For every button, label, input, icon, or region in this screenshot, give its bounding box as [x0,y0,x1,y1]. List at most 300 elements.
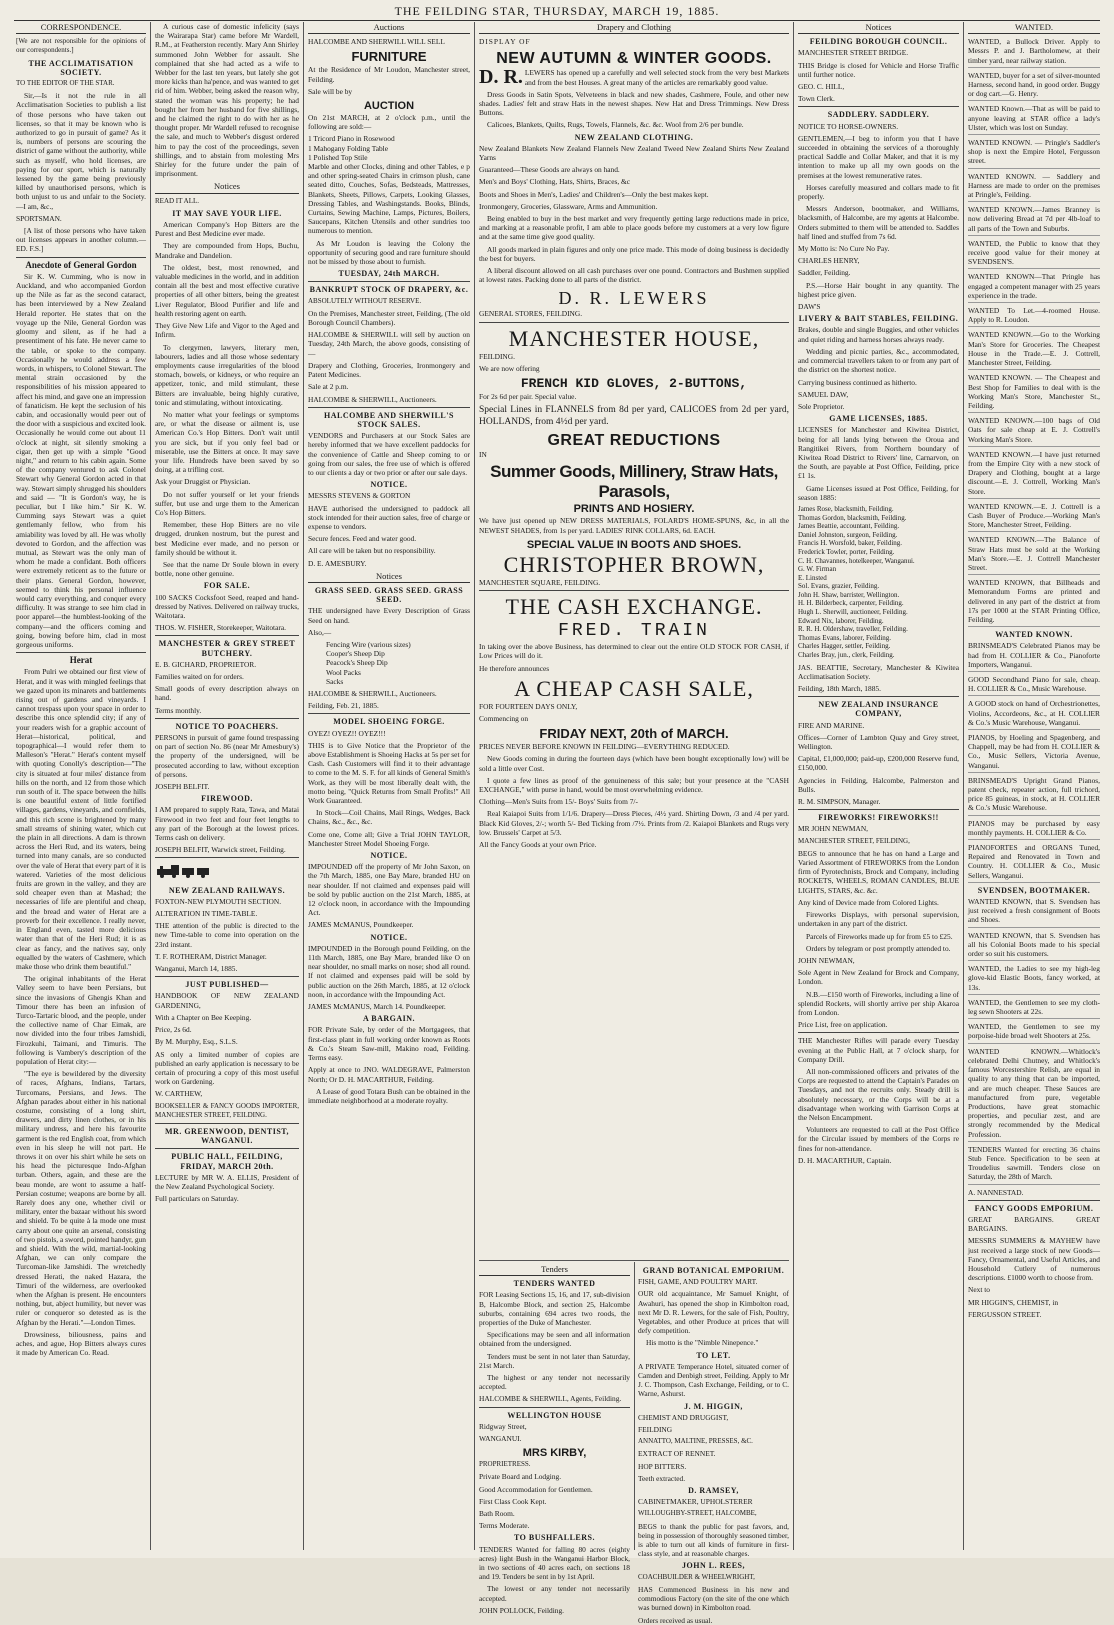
ad-title: FURNITURE [351,49,427,65]
ad-title: GRAND BOTANICAL EMPORIUM. [642,1266,785,1275]
ad-title: FRIDAY NEXT, 20th of MARCH. [539,726,729,742]
divider [968,1200,1100,1201]
ad-subtitle: MANCHESTER STREET BRIDGE. [798,48,909,58]
ad-text: Remember, these Hop Bitters are no vile drugged, drunken nostrum, but the purest and best Medicine ever made, and no person or family should be without it. [155,520,299,557]
ad-text: For 2s 6d per pair. Special value. [479,392,577,402]
section-heading: Auctions [308,22,470,34]
ad-text: Agencies in Feilding, Halcombe, Palmerston and Bulls. [798,775,959,794]
ad-text: Orders received as usual. [638,1615,713,1625]
ad-text: GENTLEMEN,—I beg to inform you that I have succeeded in obtaining the services of a thoroughly practical Saddle and Collar Maker, and that it is my intention to make up all my own goods on the premises at the lowest remunerative rates. [798,133,959,180]
ad-title: WELLINGTON HOUSE [507,1410,602,1420]
article-body: Sir K. W. Cumming, who is now in Auckland, and who accompanied Gordon up the Nile as far as the second cataract, has been interviewed by a New Zealand Herald reporter. He states that on the voyage up the Nile, General Gordon was gloomy and silent, as if he had a presentiment of his fate. He never came to the table, or spoke to the company. Occasionally he would address a few words, in whispers, to Colonel Stewart. The mental strain occasioned by the responsibilities of his mission appeared to affect his mind, and gave one an impression of fanaticism. He kept the seclusion of his cabin, and occasionally would peer out of the door with a suspicious and excited look. Occasionally he would come out about 11 o'clock at night, sit silently smoking a cigar, then get up with a simple "Good night," and return to his cabin again. Some of the company ventured to ask Colonel Stewart why General Gordon acted in that way. Stewart simply shrugged his shoulders and said — "It is Gordon's way, he is peculiar, but I like him." Sir K. W. Cumming says Stewart was a quiet gentlemanly fellow, who from his amiability was loved by all. He was wholly devoted to Gordon, and the affection was mutual, as Stewart was the only man of whom he made a confidant. Both officers were extremely reticent as to the future or their plans. General Gordon, however, seemed to think his personal influence would carry everything, and conquer every difficulty. It was strange to see him clad in poor apparel—the humblest-looking of the company—and the officers coming and going, bowing before him, clad in most gorgeous uniforms. [16,271,146,649]
ad-text: TENDERS Wanted for falling 80 acres (eighty acres) light Bush in the Wanganui Harbor Block, in two sections of 40 acres each, on sections 18 and 19. Tenders be sent in by 1st April. [479,1544,630,1582]
svendsen-ad: WANTED, the Gentlemen to see my cloth-leg sewn Shooters at 22s. [968,998,1100,1019]
ad-subtitle: ABSOLUTELY WITHOUT RESERVE. [308,296,422,305]
divider [798,809,959,810]
wanted-ad: WANTED KNOWN. — The Cheapest and Best Shop for Families to deal with is the Working Man's Store, Manchester St., Feilding. [968,373,1100,413]
ad-text: All goods marked in plain figures and only one price made. This mode of doing business is decidedly the best for buyers. [479,244,789,263]
divider [16,652,146,653]
ad-text: 100 SACKS Cocksfoot Seed, reaped and hand-dressed by Natives. Delivered on railway trucks, Waitotara. [155,592,299,620]
column-rule [793,22,794,1550]
ad-text: I quote a few lines as proof of the genuineness of this sale; but your presence at the "CASH EXCHANGE," with purse in hand, would be most overwhelming evidence. [479,775,789,794]
ad-text: No matter what your feelings or symptoms are, or what the disease or ailment is, use American Co.'s Hop Bitters. Don't wait until you are sick, but if you only feel bad or miserable, use the Bitters at once. It may save your life. Hundreds have been saved by so doing, at a trifling cost. [155,409,299,475]
section-heading: Tenders [479,1264,630,1276]
ad-signature: JOHN POLLOCK, Feilding. [479,1605,564,1615]
ad-text: In taking over the above Business, has determined to clear out the entire OLD STOCK FOR CASH, if Low Prices will do it. [479,642,789,661]
ad-text: BEGS to thank the public for past favors, and, being in possession of thoroughly seasoned timber, is able to turn out all kinds of furniture in first-class style, and at reasonable charges. [638,1521,789,1559]
ad-text: We are now offering [479,363,540,373]
ad-text: Sale will be by [308,86,353,96]
ad-text: At the Residence of Mr Loudon, Manchester street, Feilding. [308,65,470,84]
ad-text: The highest or any tender not necessarily accepted. [479,1373,630,1392]
section-heading: Notices [308,571,470,583]
ad-title: D. RAMSEY, [688,1486,739,1496]
ad-text: Orders by telegram or post promptly attended to. [806,943,951,953]
store-name: CHRISTOPHER BROWN, [503,551,765,577]
ad-text: Also,— [308,627,332,637]
ad-subtitle: MR JOHN NEWMAN, [798,824,869,834]
ad-signature: R. M. SIMPSON, Manager. [798,797,881,807]
ad-text: Ridgway Street, [479,1421,527,1431]
ad-text: Teeth extracted. [638,1473,686,1483]
divider [798,1032,959,1033]
store-name: D. R. LEWERS [558,288,710,309]
ad-text: A liberal discount allowed on all cash purchases over one pound. Contractors and Bushmen supplied at lowest rates. Packing done to all parts of the district. [479,266,789,285]
ad-title: NOTICE TO POACHERS. [175,721,279,731]
ad-signature: THOS. W. FISHER, Storekeeper, Waitotara. [155,623,286,633]
ad-text: New Zealand Blankets New Zealand Flannels New Zealand Tweed New Zealand Shirts New Zealand Yarns [479,143,789,163]
ad-text: Real Kaiapoi Suits from 1/1/6. Drapery—Dress Pieces, /4½ yard. Shirting Down, /3 and /4 per yard. Black Kid Gloves, 2/-; worth 5/- Bed Ticking from /7½. Prints from /2. Kaiapoi Blankets and Rugs very low. Brussels' Carpet at 5/3. [479,809,789,837]
ad-subtitle: NOTICE TO HORSE-OWNERS. [798,121,899,131]
ad-text: Families waited on for orders. [155,672,244,681]
section-heading: Notices [155,181,299,193]
ad-text: Sole Agent in New Zealand for Brock and Company, London. [798,968,959,987]
divider [155,857,299,858]
ad-title: NOTICE. [370,851,408,861]
wanted-ad: WANTED, a Bullock Driver. Apply to Messrs P. and J. Bartholomew, at their timber yard, near railway station. [968,37,1100,68]
ad-title: A BARGAIN. [362,1014,416,1024]
ad-title: GAME LICENSES, 1885. [829,414,928,424]
ad-title: FIREWOOD. [201,794,253,804]
ad-text: PERSONS in pursuit of game found trespassing on part of section No. 86 (near Mr Amesbury's) the property of the undersigned, will be prosecuted according to law, without exception of persons. [155,733,299,779]
wanted-ad: WANTED KNOWN. — Pringle's Saddler's shop is next the Empire Hotel, Fergusson street. [968,138,1100,169]
ad-text: They are compounded from Hops, Buchu, Mandrake and Dandelion. [155,241,299,260]
ad-title: SADDLERY. SADDLERY. [827,110,930,120]
column-notices [155,22,299,1550]
divider [798,696,959,697]
ad-title: NEW ZEALAND RAILWAYS. [168,885,286,895]
ad-text: Do not suffer yourself or let your friends suffer, but use and urge them to the American Co's Hop Bitters. [155,489,299,517]
ad-text: Private Board and Lodging. [479,1472,562,1482]
ad-text: His motto is the "Nimble Ninepence." [646,1338,759,1348]
divider [155,1123,299,1124]
divider [308,407,470,408]
ad-text: FOR Leasing Sections 15, 16, and 17, sub-division B, Halcombe Block, and section 25, Halcombe suburbs, containing 694 acres two roods, the properties of the Duke of Manchester. [479,1290,630,1328]
divider [155,718,299,719]
ad-text: Being enabled to buy in the best market and very frequently getting large reductions made in price, and marking at a reasonable profit, I am able to place goods before my customers at a very low figure and at the same time give good quality. [479,214,789,242]
letter-body: Sir,—Is it not the rule in all Acclimatisation Societies to publish a list of those persons who have taken out licenses, so that it may be known who is authorized to go in pursuit of game? As it is, numbers of persons are scouring the district of game without the authority, while such as myself, who hold licenses, are paying for our sport, which is naturally lessened by the game being previously killed by unauthorised persons, which is both unjust to us and unfair to the Society.—I am, &c., [16,91,146,211]
ad-text: The oldest, best, most renowned, and valuable medicines in the world, and in addition contain all the best and most effective curative properties of all other bitters, being the greatest Liver Regulator, Blood Purifier and life and health restoring agent on earth. [155,262,299,318]
ad-text: MR HIGGIN'S, CHEMIST, in [968,1297,1059,1307]
wanted-ad: WANTED KNOWN.—James Branney is now delivering Bread at 7d per 4lb-loaf to all parts of the Town and Suburbs. [968,205,1100,236]
ad-text: THIS is to Give Notice that the Proprietor of the above Establishment is Shoeing Hacks at 5s per set for Cash. Cash Customers will find it to their advantage to come to the M. S. F. for all kinds of General Smith's Work, as they will be most liberally dealt with, the motto being, "Quick Returns from Small Profits!" All Work Guaranteed. [308,740,470,806]
ad-text: Brakes, double and single Buggies, and other vehicles and quiet riding and harness horses always ready. [798,325,959,344]
svendsen-ad: WANTED, the Gentlemen to see my porpoise-hide broad welt Shooters at 25s. [968,1022,1100,1043]
ad-signature: A. NANNESTAD. [968,1187,1024,1197]
ad-text: MESSRS SUMMERS & MAYHEW have just received a large stock of new Goods—Fancy, Ornamental, and Useful Articles, and Household Cutlery of numerous descriptions. £1000 worth to choose from. [968,1236,1100,1283]
ad-title: Summer Goods, Millinery, Straw Hats, Parasols, [490,462,778,502]
section-heading: Notices [798,22,959,34]
divider [479,322,789,323]
ad-text: Sale at 2 p.m. [308,382,349,392]
ad-title: LIVERY & BAIT STABLES, FEILDING. [798,314,959,324]
ad-title: JUST PUBLISHED— [185,980,269,990]
wanted-ad: WANTED, the Public to know that they receive good value for their money at SVENDSEN'S. [968,239,1100,270]
ad-text: Secure fences. Feed and water good. [308,534,417,544]
ad-text: Bath Room. [479,1509,515,1519]
ad-text: Boots and Shoes in Men's, Ladies' and Children's—Only the best makes kept. [479,189,709,199]
ad-text: P.S.—Horse Hair bought in any quantity. The highest price given. [798,280,959,299]
ad-kicker: READ IT ALL. [155,196,200,205]
ad-kicker: HALCOMBE AND SHERWILL WILL SELL [308,37,445,47]
ad-signature: HALCOMBE & SHERWILL, Auctioneers. [308,688,437,698]
ad-subtitle: MANCHESTER SQUARE, FEILDING. [479,577,601,587]
divider [308,281,470,282]
ad-title: FOR SALE. [203,581,251,591]
ad-text: A PRIVATE Temperance Hotel, situated corner of Camden and Denbigh street, Feilding. Apply to Mr J. C. Thompson, Cash Exchange, Feilding, or to C. Warne, Ashurst. [638,1361,789,1399]
svendsen-ad: WANTED KNOWN.—Whitlock's celebrated Delhi Chutney, and Whitlock's famous Worcestershire Relish, are equal in quality to any thing that can be imported, and are much cheaper. These Sauces are manufactured from pure, vegetable Productions, have great stomachic properties, and peculiar zest, and are strongly recommended by the Medical Profession. [968,1047,1100,1142]
ad-text: THE undersigned have Every Description of Grass Seed on hand. [308,606,470,625]
disclaimer: [We are not responsible for the opinions of our correspondents.] [16,37,146,55]
music-ad: BRINSMEAD'S Celebrated Pianos may be had from H. COLLIER & Co., Pianoforte Importers, Wanganui. [968,641,1100,672]
ad-title: JOHN L. REES, [682,1561,745,1571]
dropcap: D. R. [479,66,523,89]
ad-signature: JAS. BEATTIE, Secretary, Manchester & Kiwitea Acclimatisation Society. [798,662,959,681]
ad-title: WANTED KNOWN. [995,630,1073,640]
ad-text: See that the name Dr Soule blown in every bottle, none other genuine. [155,559,299,579]
ad-title: NEW AUTUMN & WINTER GOODS. [496,50,772,68]
ad-text: Next to [968,1285,990,1295]
editor-note: [A list of those persons who have taken out licenses appears in another column.—ED. F.S.] [16,226,146,254]
ad-text: As Mr Loudon is leaving the Colony the opportunity of securing good and rare furniture should not be missed by those about to furnish. [308,238,470,267]
ad-text: I AM prepared to supply Rata, Tawa, and Matai Firewood in two feet and four feet lengths to any part of the Borough at the lowest prices. Terms cash on delivery. [155,805,299,843]
ad-text: Capital, £1,000,000; paid-up, £200,000 Reserve fund, £150,000. [798,754,959,773]
wanted-ad: WANTED KNOWN.—100 bags of Old Oats for sale cheap at E. J. Cottrell's Working Man's Store. [968,416,1100,447]
ad-text: IMPOUNDED off the property of Mr John Saxon, on the 7th March, 1885, one Bay Mare, branded HU on near shoulder. If not claimed and expenses paid will be sold by public auction on the 21st March, 1885, at 12 o'clock noon, in accordance with the Impounding Act. [308,862,470,918]
wanted-ad: WANTED KNOWN.—I have just returned from the Empire City with a new stock of Drapery and Clothing, bought at a large discount.—E. J. Cottrell, Working Man's Store. [968,450,1100,499]
music-ad: PIANOFORTES and ORGANS Tuned, Repaired and Renovated in Town and Country. H. COLLIER & Co., Music Sellers, Wanganui. [968,843,1100,883]
ad-text: PROPRIETRESS. [479,1460,531,1469]
ad-title: NOTICE. [370,932,408,942]
column-tenders [479,1264,630,1615]
ad-text: MANCHESTER STREET, FEILDING, [798,836,910,845]
column-emporium [638,1264,789,1625]
ad-text: AS only a limited number of copies are published an early application is necessary to be certain of procuring a copy of this most useful work on Gardening. [155,1049,299,1087]
locomotive-icon [155,864,211,878]
column-wanted [968,22,1100,1550]
ad-subtitle: GENERAL STORES, FEILDING. [479,309,583,319]
ad-title: TENDERS WANTED [513,1279,596,1289]
divider [155,635,299,636]
ad-text: ANNATTO, MALTINE, PRESSES, &C. [638,1437,753,1446]
ad-text: VENDORS and Purchasers at our Stock Sales are hereby informed that we have excellent paddocks for the convenience of Cattle and Sheep coming to or going from our sales, the free use of which is offered to our clients a day or two prior or after our sale days. [308,431,470,477]
wanted-ad: WANTED KNOWN.—Go to the Working Man's Store for Groceries. The Cheapest House in the Trade.—E. J. Cottrell, Manchester Street, Feilding. [968,330,1100,370]
ad-signature: Sole Proprietor. [798,401,845,411]
column-notices-right [798,22,959,1550]
ad-title: NOTICE. [370,480,408,490]
ad-title: GREAT REDUCTIONS [547,432,721,450]
ad-text: Come one, Come all; Give a Trial JOHN TAYLOR, Manchester Street Model Shoeing Forge. [308,829,470,848]
ad-title: PUBLIC HALL, FEILDING, FRIDAY, MARCH 20th. [171,1152,283,1171]
ad-text: All non-commissioned officers and privates of the Corps are requested to attend the Captain's Parades on Tuesdays, and not the recruits only. Steady drill is absolutely necessary, or the Corps will be at a disadvantage when working with Garrison Corps at the Nelson Encampment. [798,1066,959,1122]
wanted-ad: WANTED KNOWN—That Pringle has engaged a competent manager with 25 years experience in the trade. [968,272,1100,303]
divider [479,1407,630,1408]
divider [479,1260,789,1261]
ad-text: American Company's Hop Bitters are the Purest and Best Medicine ever made. [155,220,299,239]
masthead: THE FEILDING STAR, THURSDAY, MARCH 19, 1885. [14,4,1100,21]
column-auctions [308,22,470,1550]
wanted-ad: WANTED KNOWN. — Saddlery and Harness are made to order on the premises at Pringle's, Feilding. [968,172,1100,203]
ad-subtitle: FIRE AND MARINE. [798,720,865,730]
ad-text: FOR Private Sale, by order of the Mortgagees, that first-class plant in full working order known as Roots & Co.'s Steam Saw-mill, Makino road, Feilding. Terms easy. [308,1025,470,1063]
ad-text: Game Licenses issued at Post Office, Feilding, for season 1885: [798,483,959,502]
ad-title: SVENDSEN, BOOTMAKER. [977,885,1091,895]
ad-text: Apply at once to JNO. WALDEGRAVE, Palmerston North; Or D. H. MACARTHUR, Feilding. [308,1065,470,1084]
ad-text: THE attention of the public is directed to the new Time-table to come into operation on the 23rd instant. [155,921,299,949]
ad-text: Ask your Druggist or Physician. [155,477,251,487]
ad-title: HALCOMBE AND SHERWILL'S STOCK SALES. [324,410,454,429]
ad-text: IMPOUNDED in the Borough pound Feilding, on the 11th March, 1885, one Bay Mare, branded like O on near shoulder, no small marks on nose; shod all round. If not claimed and expenses paid will be sold by public auction on the 26th March, 1885, at 12 o'clock noon, in accordance with the Impounding Act. [308,943,470,999]
ad-title: MR. GREENWOOD, DENTIST, WANGANUI. [164,1126,290,1146]
ad-text: HAVE authorised the undersigned to paddock all stock intended for their auction sales, free of charge or expense to vendors. [308,503,470,531]
ad-text: WILLOUGHBY-STREET, HALCOMBE, [638,1509,757,1518]
ad-text: DAW'S [798,302,821,312]
ad-subtitle: PRICES NEVER BEFORE KNOWN IN FEILDING—EVERYTHING REDUCED. [479,742,730,752]
ad-date: Feilding, Feb. 21, 1885. [308,701,379,711]
ad-signature: BOOKSELLER & FANCY GOODS IMPORTER, MANCHESTER STREET, FEILDING. [155,1101,299,1119]
ad-text: THE Manchester Rifles will parade every Tuesday evening at the Public Hall, at 7 o'clock sharp, for Company Drill. [798,1036,959,1064]
ad-subtitle: MESSRS STEVENS & GORTON [308,491,411,501]
ad-text: Commencing on [479,713,529,723]
wanted-ad: WANTED Known.—That as will be paid to anyone leaving at STAR office a lady's Ulster, which was lost on Sunday. [968,104,1100,135]
letter-signature: SPORTSMAN. [16,213,62,223]
ad-subtitle: OYEZ! OYEZ!! OYEZ!!! [308,728,386,738]
column-rule [303,22,304,1550]
ad-text: LICENSES for Manchester and Kiwitea District, being for all lands lying between the Oroua and Rangitikei Rivers, from Northern boundary of Kiwitea Road District to Rivers' line, Carnarvon, on the South, are payable at Post Office, Feilding, price £1 1s. [798,425,959,481]
ad-title: NEW ZEALAND CLOTHING. [574,132,694,142]
ad-text: LECTURE by MR W. A. ELLIS, President of the New Zealand Psychological Society. [155,1172,299,1191]
item-list: 1 Tricord Piano in Rosewood 1 Mahogany Folding Table 1 Polished Top Stile Marble and other Clocks, dining and other Tables, e p and other spring-seated Chairs in crimson plush, cane seated ditto, Couches, Sofas, Bedsteads, Mattresses, Blankets, Sheets, Pillows, Carpets, Looking Glasses, Dressing Tables, and Washingstands. Books, Blinds, Curtains, Sewing Machine, Lamps, Pictures, Boilers, Saucepans, Kitchen Utensils and other sundries too numerous to mention. [308,134,470,236]
music-ad: BRINSMEAD'S Upright Grand Pianos, patent check, repeater action, full trichord, price 85 guineas, in stock, at H. COLLIER & Co.'s Music Warehouse. [968,776,1100,816]
ad-title: FEILDING BOROUGH COUNCIL. [809,37,948,47]
ad-text: A Lease of good Totara Bush can be obtained in the immediate neighborhood at a moderate royalty. [308,1086,470,1105]
ad-text: Men's and Boys' Clothing, Hats, Shirts, Braces, &c [479,177,631,187]
ad-signature: GEO. C. HILL, [798,82,845,92]
ad-text: THIS Bridge is closed for Vehicle and Horse Traffic until further notice. [798,60,959,79]
ad-subtitle: GREAT BARGAINS. GREAT BARGAINS. [968,1214,1100,1234]
ad-text: Full particulars on Saturday. [155,1194,239,1204]
divider [479,590,789,591]
column-drapery [479,22,789,1262]
svendsen-ad: WANTED KNOWN, that S. Svendsen has all his Colonial Boots made to his special order so suit his customers. [968,931,1100,962]
article-title: Herat [69,655,93,666]
ad-signature: HALCOMBE & SHERWILL, Auctioneers. [308,394,437,404]
article-body: The original inhabitants of the Herat Valley seem to have been Persians, but since the invasions of Ghengis Khan and Timour there has been an infusion of Turco-Tartaric blood, and the people, under the collective name of Char Eimak, are now divided into the four tribes Jamshidi, Firozkuhi, Taimani, and Timuris. The following is Vambery's description of the population of Herat city:— [16,974,146,1066]
ad-title: GRASS SEED. GRASS SEED. GRASS SEED. [314,585,464,605]
ad-signature: JOSEPH BELFIT. [155,782,210,792]
wanted-ad: WANTED, buyer for a set of silver-mounted Harness, second hand, in good order. Buggy or dog cart.—G. Henry. [968,71,1100,102]
ad-title: NEW ZEALAND INSURANCE COMPANY, [818,700,939,719]
ad-subtitle: FISH, GAME, AND POULTRY MART. [638,1277,758,1287]
ad-title: TO LET. [696,1350,731,1360]
ad-title: MANCHESTER & GREY STREET BUTCHERY. [158,639,296,658]
column-rule [150,22,151,1550]
column-rule [963,22,964,1550]
music-list [968,641,1100,882]
article-title: Anecdote of General Gordon [25,259,137,270]
music-ad: A GOOD stock on hand of Orchestrionettes, Violins, Accordeons, &c., at H. COLLIER & Co.'s Music Warehouse, Wanganui. [968,699,1100,730]
wanted-list [968,37,1100,627]
music-ad: GOOD Secondhand Piano for sale, cheap. H. COLLIER & Co., Music Warehouse. [968,675,1100,696]
article-body: From Pulri we obtained our first view of Herat, and it was with mingled feelings that we gazed upon its minarets and battlements rising out of gardens and vineyards. I cannot trespass upon your space in order to describe this once splendid city; if any of your readers wish for a graphic account of Herat—historical, political, and topographical—I would refer them to Malleson's "Herat." Herat's content myself with quoting Conolly's description—"The city is situated at four miles' distance from hills on the north, and 12 from those which run south of it. The space between the hills is one beautiful extent of little fortified villages, gardens, vineyards, and cornfields, and this rich scene is brightened by many small streams of shining water, which cut the plain in all directions. A dam is thrown across the Heri Rud, and its waters, being turned into many canals, are so conducted over the vale of Herat that every part of it is watered. Varieties of the most delicious fruits are grown in the valley, and they are sold cheaper even than at Mashad; the necessaries of life are plentiful and cheap, and the bread and water of Herat are a proverb for their excellence. I really never, in England even, tasted more delicious water than that of the Heri Rud; it is as clear as fancy, and the natives say, only equalled by the waters of Cashmere, which make those who drink them beautiful." [16,667,146,971]
store-name: THE CASH EXCHANGE. [505,594,763,620]
ad-text: Clothing—Men's Suits from 15/- Boys' Suits from 7/- [479,797,638,807]
ad-text: The lowest or any tender not necessarily accepted. [479,1584,630,1603]
ad-title: FIREWORKS! FIREWORKS!! [818,813,939,823]
ad-text: Price, 2s 6d. [155,1025,192,1035]
ad-text: Calicoes, Blankets, Quilts, Rugs, Towels, Flannels, &c. &c. Wool from 2/6 per bundle. [487,120,744,130]
ad-signature: D. E. AMESBURY. [308,558,367,568]
section-heading: Drapery and Clothing [479,22,789,34]
ad-text: D. R. LEWERS has opened up a carefully and well selected stock from the very best Markets and from the best Houses. A great many of the articles are remarkably good value. [479,66,789,89]
ad-signature: T. F. ROTHERAM, District Manager. [155,951,267,961]
ad-text: Guaranteed—These Goods are always on hand. [479,165,620,175]
ad-text: Specifications may be seen and all information obtained from the undersigned. [479,1330,630,1349]
ad-text: To clergymen, lawyers, literary men, labourers, ladies and all those whose sedentary employments cause irregularities of the blood stomach, bowels, or kidneys, or who require an appetizer, tonic, and mild stimulant, these Bitters are invaluable, being highly curative, tonic and stimulating, without intoxicating. [155,342,299,407]
ad-title: TO BUSHFALLERS. [513,1533,595,1543]
ad-signature: Town Clerk. [798,94,835,104]
ad-subtitle: HANDBOOK OF NEW ZEALAND GARDENING, [155,991,299,1010]
ad-subtitle: COACHBUILDER & WHEELWRIGHT, [638,1572,755,1581]
ad-signature: W. CARTHEW, [155,1089,203,1099]
ad-text: New Goods coming in during the fourteen days (which have been bought exceptionally low) will be sold a little over Cost. [479,754,789,773]
ad-text: First Class Cook Kept. [479,1496,547,1506]
ad-text: Messrs Anderson, bootmaker, and Williams, blacksmith, of Halcombe, are my agents at Halcombe. Orders submitted to them will be attended to. Saddles half lined and stuffed from 7s 6d. [798,204,959,241]
ad-subtitle: ALTERATION IN TIME-TABLE. [155,909,258,919]
ad-text: Carrying business continued as hitherto. [798,377,917,387]
ad-text: WANGANUI. [479,1434,522,1444]
ad-title: SPECIAL VALUE IN BOOTS AND SHOES. [526,538,742,551]
ad-signature: JOSEPH BELFIT, Warwick street, Feilding. [155,845,286,855]
ad-title: MRS KIRBY, [522,1447,587,1460]
ad-title: AUCTION [363,100,415,113]
divider [155,976,299,977]
article-body: "The eye is bewildered by the diversity of races, Afghans, Indians, Tartars, Turcomans, Persians, and Jews. The Afghan parades about either in his national costume, consisting of a long shirt, drawers, and dirty linen clothes, or in his military undress, and here his favourite garment is the red English coat, from which even in his sleep he will not part. He throws it on over his shirt while he sets on his head the picturesque Indo-Afghan turban. Others, again, and these are the beau monde, are wont to assume a half-Persian costume; weapons are borne by all. Rarely does any one, whether civil or military, enter the bazaar without his sword and shield. To be quite à la mode one must carry about one quite an arsenal, consisting of two pistols, a sword, pointed handyr, gun and shield. With the wild, martial-looking Afghan, we can only compare the Turcoman-like Jamshidi. The wretchedly dressed Herati, the naked Hazara, the Timuri of the wilderness, are overlooked when the Afghan is present. He encounters nothing, but, abject humility, but never was ruler or conqueror so detested as is the Afghan by the Herati."—London Times. [16,1069,146,1327]
ad-text: N.B.—£150 worth of Fireworks, including a line of splendid Rockets, will shortly arrive per ship Akaroa from London. [798,989,959,1017]
svendsen-ad: TENDERS Wanted for erecting 36 chains Stub Fence. Specification to be seen at Troudelius sawmill. Tenders close on Saturday, the 28th of March. [968,1145,1100,1185]
music-ad: PIANOS, by Hoeling and Spagenberg, and Chappell, may be had from H. COLLIER & Co., Music Sellers, Victoria Avenue, Wanganui. [968,733,1100,773]
wanted-ad: WANTED KNOWN.—The Balance of Straw Hats must be sold at the Working Man's Store.—E. J. Cottrell Manchester Street. [968,535,1100,575]
ad-text: He therefore announces [479,663,550,673]
ad-text: We have just opened up NEW DRESS MATERIALS, FOLARD'S HOME-SPUNS, &c, in all the NEWEST SHADES, from 1s per yard. LADIES' RINK COLLARS, 6d. EACH. [479,516,789,535]
ad-text: OUR old acquaintance, Mr Samuel Knight, of Awahuri, has opened the shop in Kimbolton road, next Mr D. R. Lewers, for the sale of Fish, Poultry, Vegetables, and other Produce at prices that will defy competition. [638,1289,789,1336]
article-body: A curious case of domestic infelicity (says the Wairarapa Star) came before Mr Wardell, R.M., at Featherston recently. Mary Ann Shirley summoned John Webber for assault. She complained that she had acted as a wife to Webber for the last ten years, but lately she got more kicks than ha'pence, and was wanted to get rid of him. Webber, being asked the reason why, stated the woman was his property; he had bought her from her husband for five shillings, and he claimed the right to do with her as he thought proper. Mr Wardell refused to recognise the sale, and much to Webber's disgust ordered him to pay the cost of the proceedings, seven shillings, and to abstain from molesting Mrs Shirley for the future under the pain of imprisonment. [155,22,299,179]
ad-text: With a Chapter on Bee Keeping. [155,1012,252,1022]
ad-title: PRINTS AND HOSIERY. [573,503,695,516]
ad-date: Feilding, 18th March, 1885. [798,684,881,694]
footer-notice: Drowsiness, biliousness, pains and aches, and ague, Hop Bitters always cures it made by American Co. Read. [16,1329,146,1358]
wanted-ad: WANTED To Let.—4-roomed House. Apply to R. Loudon. [968,306,1100,327]
svendsen-ad: WANTED KNOWN, that S. Svendsen has just received a fresh consignment of Boots and Shoes. [968,897,1100,928]
wanted-ad: WANTED KNOWN, that Billheads and Memorandum Forms are printed and delivered in any part of the district at from 17s per 1000 at the STAR Printing Office, Feilding. [968,578,1100,627]
ad-title: BANKRUPT STOCK OF DRAPERY, &c. [309,285,469,295]
ad-text: EXTRACT OF RENNET. [638,1449,716,1459]
column-correspondence [16,22,146,1550]
ad-name: E. B. GICHARD, PROPRIETOR. [155,659,257,669]
ad-signature: HALCOMBE & SHERWILL, Agents, Feilding. [479,1394,622,1404]
ad-text: Any kind of Device made from Colored Lights. [798,897,939,907]
item-list: Fencing Wire (various sizes) Cooper's Sheep Dip Peacock's Sheep Dip Wool Packs Sacks [326,639,411,686]
ad-text: Dress Goods in Satin Spots, Velveteens in black and new shades, Cashmere, Foule, and other new shades. Ladies' felt and straw Hats in the newest shapes. New Hat and Dress Trimmings. New Dress Buttons. [479,89,789,118]
ad-text: HAS Commenced Business in his new and commodious Factory (on the site of the one which was burned down) in Kimbolton road. [638,1584,789,1613]
divider [308,713,470,714]
ad-text: On the Premises, Manchester street, Feilding, (The old Borough Council Chambers). [308,308,470,328]
ad-text: Volunteers are requested to call at the Post Office for the Circular issued by members of the Corps re fines for non-attendance. [798,1125,959,1153]
ad-kicker: DISPLAY OF [479,37,531,47]
music-ad: PIANOS may be purchased by easy monthly payments. H. COLLIER & Co. [968,819,1100,840]
ad-text: They Give New Life and Vigor to the Aged and Infirm. [155,321,299,340]
section-heading: CORRESPONDENCE. [16,22,146,34]
ad-subtitle: FOXTON-NEW PLYMOUTH SECTION. [155,896,282,906]
ad-signature: SAMUEL DAW, [798,389,849,399]
ad-text: Parcels of Fireworks made up for from £5 to £25. [806,931,953,941]
ad-signature: JAMES McMANUS, Poundkeeper. [308,920,414,930]
ad-text: All the Fancy Goods at your own Price. [479,839,597,849]
ad-signature: JOHN NEWMAN, [798,955,855,965]
ad-text: IN [479,450,487,460]
divider [16,257,146,258]
ad-title: TUESDAY, 24th MARCH. [338,269,440,279]
ad-title: A CHEAP CASH SALE, [514,675,754,701]
ad-text: Price List, free on application. [798,1020,888,1030]
ad-text: Good Accommodation for Gentlemen. [479,1484,593,1494]
ad-text: FEILDING [638,1425,673,1435]
ad-text: Horses carefully measured and collars made to fit properly. [798,182,959,202]
ad-title: IT MAY SAVE YOUR LIFE. [172,208,282,218]
ad-signature: JAMES McMANUS, March 14. Poundkeeper. [308,1002,446,1012]
ad-signature: CHARLES HENRY, [798,256,860,266]
ad-text: All care will be taken but no responsibility. [308,546,436,556]
ad-date: Wanganui, March 14, 1885. [155,964,238,974]
proprietor-name: FRED. TRAIN [558,621,710,642]
ad-text: Terms Moderate. [479,1521,530,1531]
ad-text: Ironmongery, Groceries, Glassware, Arms and Ammunition. [479,201,658,211]
letter-to: TO THE EDITOR OF THE STAR. [16,79,115,88]
ad-text: My Motto is: No Cure No Pay. [798,244,890,254]
divider [798,106,959,107]
ad-text: FERGUSSON STREET. [968,1309,1042,1319]
svendsen-ad: WANTED, the Ladies to see my high-leg glove-kid Elastic Boots, fancy worked, at 13s. [968,964,1100,995]
wanted-ad: WANTED KNOWN.—E. J. Cottrell is a Cash Buyer of Produce.—Working Man's Store, Manchester Street, Feilding. [968,502,1100,533]
ad-text: Drapery and Clothing, Groceries, Ironmongery and Patent Medicines. [308,360,470,380]
ad-text: HOP BITTERS. [638,1461,687,1471]
ad-subtitle: FOR FOURTEEN DAYS ONLY, [479,701,578,711]
column-rule [474,22,475,1550]
ad-text: Small goods of every description always on hand. [155,684,299,703]
ad-signature: Saddler, Feilding. [798,268,851,278]
ad-text: Terms monthly. [155,705,202,715]
ad-title: FANCY GOODS EMPORIUM. [974,1203,1094,1213]
